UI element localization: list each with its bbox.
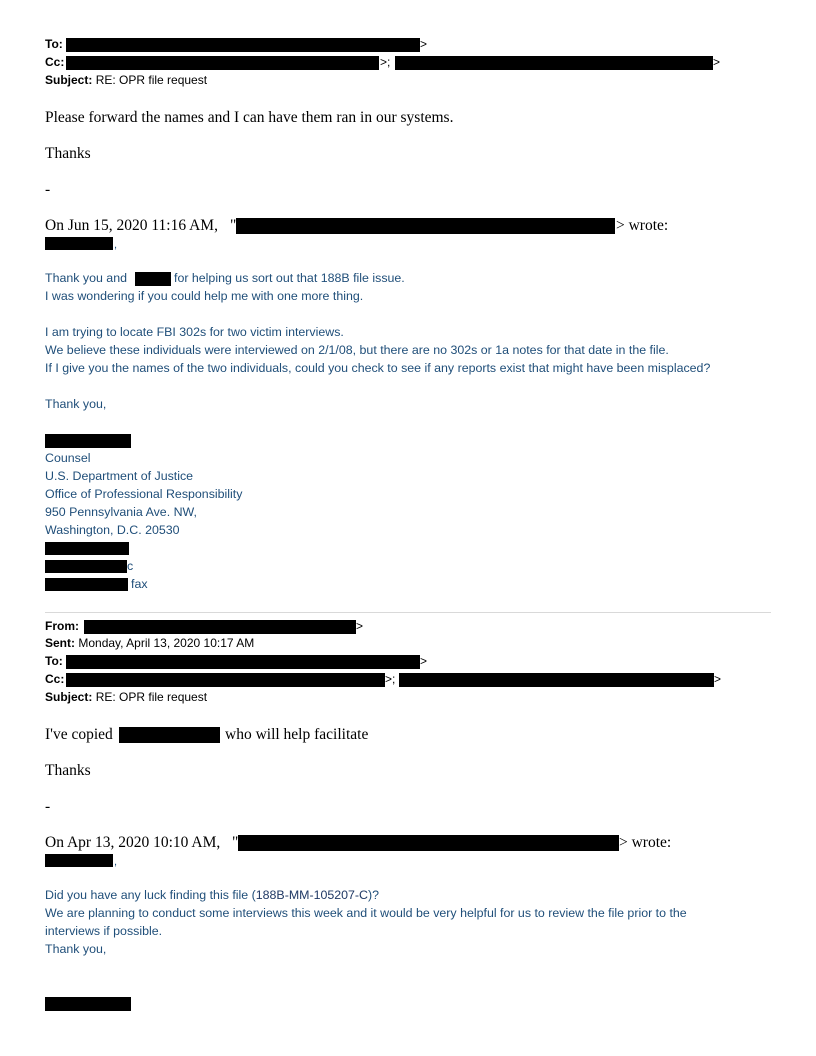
- to-angle: >: [420, 654, 428, 668]
- redaction-signature-name-2: [45, 997, 131, 1011]
- quote-open-mark: ": [232, 834, 239, 851]
- sent-value: Monday, April 13, 2020 10:17 AM: [78, 636, 255, 650]
- cc-separator: >;: [380, 55, 391, 69]
- quoted-line: for helping us sort out that 188B file issue.: [174, 271, 405, 285]
- quoted-closing: Thank you,: [45, 397, 107, 411]
- to-header-row: [45, 37, 63, 52]
- redaction-quote-sender: [236, 218, 615, 234]
- cc-label: Cc:: [45, 672, 65, 686]
- quoted-line: [45, 888, 379, 903]
- quoted-line: If I give you the names of the two individuals, could you check to see if any reports exist that might have been misplaced?: [45, 361, 711, 375]
- redaction-phone-1: [45, 542, 129, 555]
- body-line: Please forward the names and I can have them ran in our systems.: [45, 109, 454, 126]
- subject-line-2: [45, 690, 207, 705]
- quoted-line: We are planning to conduct some interviews this week and it would be very helpful for us to review the file prior to the: [45, 906, 687, 920]
- redaction-from-sender: [84, 620, 356, 634]
- subject-text: RE: OPR file request: [95, 73, 208, 87]
- redaction-quote-sender-2: [238, 835, 619, 851]
- to-angle: >: [420, 37, 428, 51]
- signature-line: 950 Pennsylvania Ave. NW,: [45, 505, 197, 519]
- redaction-cc-recipient-4: [399, 673, 714, 687]
- body-line: Thanks: [45, 762, 91, 779]
- cc-angle: >: [713, 55, 721, 69]
- cc-header-row-2: [45, 672, 64, 687]
- redaction-cc-recipient-1: [66, 56, 379, 70]
- greeting-comma: ,: [114, 239, 118, 251]
- sent-label: Sent:: [45, 636, 75, 650]
- to-label: To:: [45, 37, 63, 51]
- body-line: -: [45, 181, 51, 198]
- cc-label: Cc:: [45, 55, 65, 69]
- subject-label: Subject:: [45, 690, 93, 704]
- signature-line: U.S. Department of Justice: [45, 469, 194, 483]
- redaction-fax: [45, 578, 128, 591]
- to-label: To:: [45, 654, 63, 668]
- file-number: 188B-MM-105207-C: [255, 888, 369, 902]
- cc-header-row: [45, 55, 64, 70]
- sent-line: [45, 636, 254, 651]
- quote-attribution-date: On Apr 13, 2020 10:10 AM,: [45, 834, 221, 851]
- fax-suffix: fax: [131, 577, 148, 591]
- body-line: I've copied: [45, 726, 113, 743]
- redaction-to-recipient: [66, 38, 420, 52]
- phone-suffix-c: c: [127, 559, 134, 573]
- cc-angle: >: [714, 672, 722, 686]
- cc-separator: >;: [385, 672, 396, 686]
- to-header-row-2: [45, 654, 63, 669]
- subject-label: Subject:: [45, 73, 93, 87]
- quoted-text: Did you have any luck finding this file (: [45, 888, 256, 902]
- subject-text: RE: OPR file request: [95, 690, 208, 704]
- redaction-inline-name: [135, 272, 171, 286]
- quoted-closing: Thank you,: [45, 942, 107, 956]
- body-line: Thanks: [45, 145, 91, 162]
- quoted-line: Thank you and: [45, 271, 127, 285]
- greeting-comma: ,: [114, 856, 118, 868]
- redaction-cc-recipient-3: [66, 673, 385, 687]
- redaction-greeting-name-2: [45, 854, 113, 867]
- from-angle: >: [356, 619, 364, 633]
- quote-open-mark: ": [230, 217, 237, 234]
- body-line: -: [45, 798, 51, 815]
- quote-wrote: > wrote:: [619, 834, 672, 851]
- redaction-greeting-name: [45, 237, 113, 250]
- message-divider: [45, 612, 771, 613]
- quoted-line: We believe these individuals were interviewed on 2/1/08, but there are no 302s or 1a notes for that date in the file.: [45, 343, 669, 357]
- signature-line: Washington, D.C. 20530: [45, 523, 180, 537]
- from-header-row: [45, 619, 79, 634]
- redaction-phone-2: [45, 560, 127, 573]
- redaction-cc-recipient-2: [395, 56, 713, 70]
- redaction-copied-name: [119, 727, 220, 743]
- signature-line: Office of Professional Responsibility: [45, 487, 243, 501]
- quoted-line: I was wondering if you could help me with one more thing.: [45, 289, 364, 303]
- body-line: who will help facilitate: [225, 726, 369, 743]
- from-label: From:: [45, 619, 79, 633]
- redaction-signature-name: [45, 434, 131, 448]
- quoted-text: )?: [368, 888, 380, 902]
- quote-wrote: > wrote:: [616, 217, 669, 234]
- quote-attribution-date: On Jun 15, 2020 11:16 AM,: [45, 217, 218, 234]
- subject-line: [45, 73, 207, 88]
- redaction-to-recipient-2: [66, 655, 420, 669]
- quoted-line: interviews if possible.: [45, 924, 163, 938]
- signature-line: Counsel: [45, 451, 91, 465]
- quoted-line: I am trying to locate FBI 302s for two victim interviews.: [45, 325, 344, 339]
